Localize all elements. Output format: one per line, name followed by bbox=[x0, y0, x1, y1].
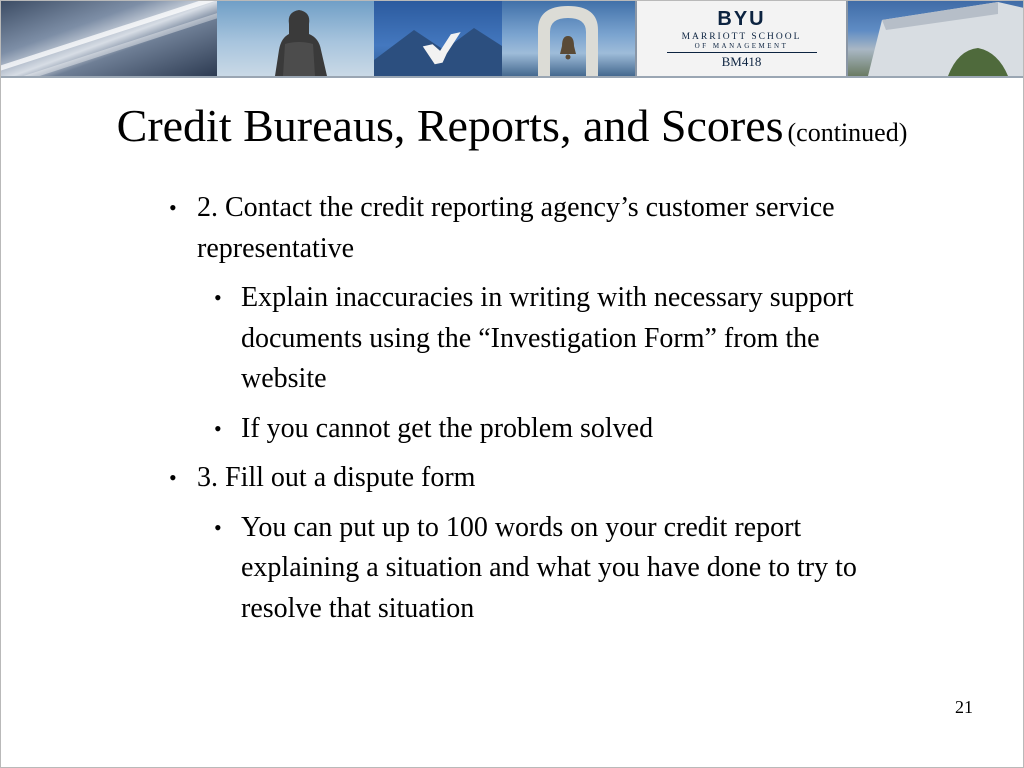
slide-title-suffix: (continued) bbox=[787, 118, 908, 147]
sub-bullet-item bbox=[212, 278, 905, 400]
banner-photo-tower bbox=[848, 0, 1024, 76]
banner-photo-bell bbox=[502, 0, 635, 76]
course-code: BM418 bbox=[721, 54, 762, 69]
bullet-list bbox=[165, 188, 905, 638]
bullet-text: Explain inaccuracies in writing with necessary support documents using the “Investigation Form” from the website bbox=[241, 282, 854, 394]
bullet-item bbox=[165, 188, 905, 269]
bullet-icon: • bbox=[214, 285, 222, 310]
page-number: 21 bbox=[955, 697, 973, 717]
bullet-icon: • bbox=[214, 415, 222, 441]
bullet-text: You can put up to 100 words on your credit report explaining a situation and what you have done to try to resolve that situation bbox=[241, 511, 857, 624]
bullet-icon: • bbox=[214, 514, 222, 540]
slide-title-line bbox=[0, 98, 1024, 165]
byu-logo-panel bbox=[635, 0, 848, 76]
bullet-icon: • bbox=[169, 465, 177, 490]
banner-photo-statue bbox=[217, 0, 374, 76]
sub-bullet-item bbox=[212, 409, 905, 450]
bullet-text: 2. Contact the credit reporting agency’s customer service representative bbox=[197, 192, 835, 264]
bullet-text: If you cannot get the problem solved bbox=[241, 412, 654, 444]
bullet-item bbox=[165, 458, 905, 499]
banner-photo-building bbox=[0, 0, 217, 76]
slide-title: Credit Bureaus, Reports, and Scores bbox=[116, 100, 784, 151]
byu-logo: BYU bbox=[717, 8, 766, 30]
bullet-icon: • bbox=[169, 195, 177, 220]
banner-photo-y-mountain bbox=[374, 0, 502, 76]
bullet-text: 3. Fill out a dispute form bbox=[197, 462, 476, 493]
sub-bullet-item bbox=[212, 508, 905, 630]
school-subtitle: OF MANAGEMENT bbox=[694, 42, 789, 50]
header-banner bbox=[0, 0, 1024, 78]
logo-divider bbox=[667, 52, 817, 53]
school-name: MARRIOTT SCHOOL bbox=[681, 32, 802, 42]
